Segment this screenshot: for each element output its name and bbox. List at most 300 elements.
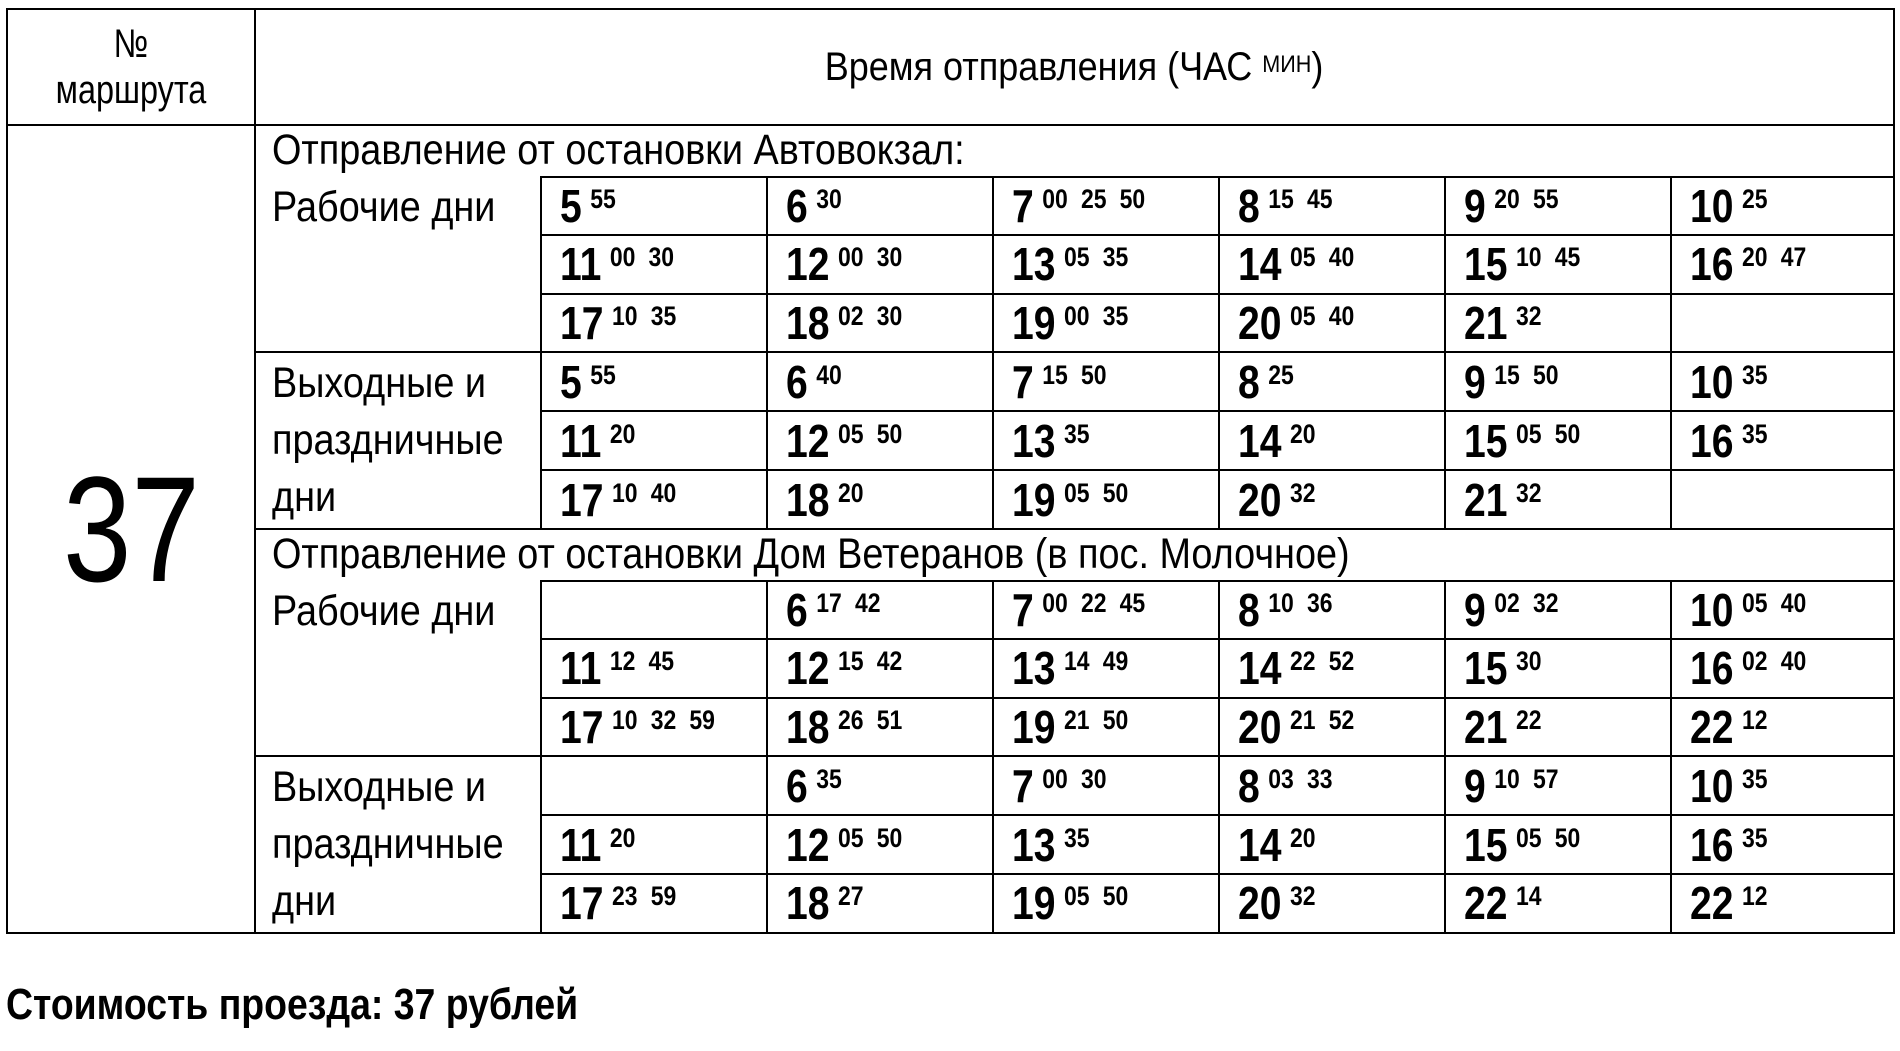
departure-time [560,702,715,752]
departure-time [1238,181,1332,231]
departure-minutes: 35 [1741,822,1768,853]
departure-time [560,643,674,693]
day-type-cell [255,581,541,757]
schedule-row [7,177,1894,236]
departure-minutes: 20 [1289,418,1316,449]
departure-hour: 8 [1238,759,1260,812]
departure-minutes: 23 59 [611,881,677,912]
departure-time-cell [1219,874,1445,933]
departure-time [786,643,902,693]
schedule-body [7,9,1894,933]
departure-time [1012,878,1128,928]
departure-time-cell [1671,815,1894,874]
departure-hour: 17 [560,473,604,526]
departure-hour: 16 [1690,238,1734,291]
departure-hour: 9 [1464,759,1486,812]
departure-minutes: 35 [1063,418,1090,449]
departure-minutes: 25 [1268,359,1294,390]
departure-hour: 22 [1464,877,1508,930]
departure-time [1238,820,1316,870]
departure-time-cell [1219,639,1445,698]
departure-time-cell [993,294,1219,353]
fare-text: Стоимость проезда: 37 рублей [6,980,579,1029]
departure-hour: 13 [1012,818,1056,871]
departure-minutes: 20 [609,418,636,449]
departure-minutes: 10 57 [1494,763,1559,794]
departure-time [1238,298,1354,348]
departure-minutes: 20 55 [1494,183,1559,214]
departure-time-cell [767,756,993,815]
departure-time-cell [1671,874,1894,933]
departure-hour: 14 [1238,818,1282,871]
day-type-cell [255,756,541,933]
departure-minutes: 10 35 [611,301,677,332]
departure-time [1238,878,1316,928]
departure-hour: 18 [786,700,830,753]
departure-hour: 12 [786,238,830,291]
departure-time-cell [1445,411,1671,470]
departure-time [786,820,902,870]
departure-time [1464,239,1580,289]
departure-time-cell [1671,177,1894,236]
departure-time-cell [1445,581,1671,640]
minutes-unit-label: МИН [1262,50,1312,78]
departure-minutes: 05 50 [837,822,903,853]
departure-minutes: 03 33 [1268,763,1333,794]
departure-time [1012,357,1106,407]
departure-hour: 16 [1690,414,1734,467]
departure-hour: 17 [560,700,604,753]
departure-minutes: 00 30 [837,242,903,273]
departure-minutes: 14 49 [1063,646,1129,677]
departure-hour: 12 [786,414,830,467]
departure-time-cell [1219,411,1445,470]
departure-minutes: 25 [1741,183,1768,214]
departure-hour: 15 [1464,642,1508,695]
departure-minutes: 00 35 [1063,301,1129,332]
departure-hour: 6 [786,759,808,812]
departure-time-header [255,9,1894,125]
departure-time [1012,585,1145,635]
departure-time-cell [767,411,993,470]
departure-time [1690,357,1768,407]
departure-time [1690,416,1768,466]
departure-time [1464,820,1580,870]
departure-minutes: 05 50 [1515,822,1581,853]
departure-time [786,702,902,752]
departure-hour: 11 [560,238,602,291]
day-type-label: Выходные и праздничные дни [272,359,504,522]
departure-time [1690,585,1806,635]
departure-time [560,761,569,811]
departure-time [1012,239,1128,289]
departure-time [1690,298,1699,348]
departure-time [1012,643,1128,693]
departure-time-cell [1445,177,1671,236]
departure-time-cell [1445,352,1671,411]
departure-hour: 13 [1012,414,1056,467]
departure-minutes: 22 [1515,704,1542,735]
departure-minutes: 17 42 [816,587,881,618]
departure-time [786,181,842,231]
departure-minutes: 15 45 [1268,183,1333,214]
departure-time-cell [993,177,1219,236]
departure-minutes: 00 30 [1042,763,1107,794]
departure-hour: 10 [1690,759,1734,812]
departure-time [1012,761,1106,811]
departure-hour: 7 [1012,759,1034,812]
departure-time-cell [541,470,767,529]
route-column-header [19,9,242,125]
departure-minutes: 05 40 [1289,242,1355,273]
departure-hour: 20 [1238,700,1282,753]
departure-time [560,585,569,635]
departure-hour: 9 [1464,355,1486,408]
departure-time-cell [1445,756,1671,815]
departure-time-cell [1671,698,1894,757]
departure-time-cell [541,698,767,757]
departure-time-cell [1671,639,1894,698]
route-number: 37 [62,444,200,613]
departure-minutes: 15 50 [1042,359,1107,390]
departure-hour: 10 [1690,355,1734,408]
departure-hour: 14 [1238,414,1282,467]
day-type-cell [255,177,541,353]
departure-hour: 11 [560,642,602,695]
departure-minutes: 55 [590,359,616,390]
departure-minutes: 32 [1289,477,1316,508]
route-header-label: маршрута [55,68,207,113]
day-type-label: Рабочие дни [272,586,496,635]
departure-time-cell [541,639,767,698]
departure-hour: 19 [1012,700,1056,753]
departure-time-cell [767,698,993,757]
departure-minutes: 10 36 [1268,587,1333,618]
departure-time-cell [767,581,993,640]
departure-time-cell [541,352,767,411]
departure-time-cell [993,581,1219,640]
departure-time [560,820,635,870]
departure-minutes: 05 50 [837,418,903,449]
departure-time-cell [1445,874,1671,933]
departure-minutes: 00 22 45 [1042,587,1146,618]
departure-minutes: 20 [837,477,864,508]
departure-time [1690,761,1768,811]
departure-minutes: 02 40 [1741,646,1807,677]
departure-time [560,416,635,466]
departure-time [786,416,902,466]
departure-time-cell [1219,756,1445,815]
departure-time-cell [1671,581,1894,640]
departure-time-cell [993,352,1219,411]
departure-time-cell [541,756,767,815]
departure-time-cell [1219,581,1445,640]
departure-hour: 11 [560,414,602,467]
departure-time [786,475,864,525]
departure-time-cell [1219,294,1445,353]
departure-time-cell [1445,639,1671,698]
schedule-table [6,8,1895,934]
departure-hour: 7 [1012,355,1034,408]
day-type-cell [255,352,541,529]
section-title-row [7,529,1894,581]
departure-hour: 13 [1012,238,1056,291]
departure-time [1690,181,1768,231]
departure-time [1464,702,1542,752]
departure-hour: 8 [1238,355,1260,408]
day-type-label: Рабочие дни [272,182,496,231]
departure-time-cell [993,411,1219,470]
departure-time [1464,357,1558,407]
departure-time [1690,702,1768,752]
departure-hour: 20 [1238,297,1282,350]
departure-time [1238,475,1316,525]
departure-time-cell [1671,352,1894,411]
departure-minutes: 35 [1741,763,1768,794]
departure-hour: 5 [560,179,582,232]
departure-time [1012,475,1128,525]
departure-time [786,585,880,635]
departure-time-cell [541,235,767,294]
departure-time-cell [1671,294,1894,353]
departure-minutes: 32 [1515,477,1542,508]
departure-time-cell [1671,235,1894,294]
departure-minutes: 15 42 [837,646,903,677]
departure-minutes: 20 47 [1741,242,1807,273]
departure-minutes: 32 [1289,881,1316,912]
departure-time [1012,181,1145,231]
departure-time-cell [1671,470,1894,529]
departure-hour: 19 [1012,297,1056,350]
departure-time [1464,416,1580,466]
departure-time [1238,643,1354,693]
departure-time [1690,239,1806,289]
departure-minutes: 00 25 50 [1042,183,1146,214]
departure-time-cell [767,470,993,529]
schedule-row [7,756,1894,815]
departure-time-cell [541,177,767,236]
route-header-symbol: № [113,22,149,67]
departure-hour: 7 [1012,583,1034,636]
departure-time [1690,475,1699,525]
departure-hour: 9 [1464,583,1486,636]
departure-hour: 22 [1690,877,1734,930]
header-row [7,9,1894,125]
departure-time-cell [767,639,993,698]
schedule-row [7,581,1894,640]
departure-hour: 18 [786,877,830,930]
departure-minutes: 30 [1515,646,1542,677]
departure-time [786,357,842,407]
departure-time-cell [993,470,1219,529]
departure-minutes: 12 45 [609,646,675,677]
departure-minutes: 15 50 [1494,359,1559,390]
departure-time-cell [541,411,767,470]
departure-time-cell [541,815,767,874]
departure-time-cell [767,235,993,294]
departure-time [1012,298,1128,348]
departure-time [560,239,674,289]
departure-hour: 10 [1690,583,1734,636]
departure-minutes: 21 52 [1289,704,1355,735]
departure-hour: 18 [786,297,830,350]
departure-hour: 5 [560,355,582,408]
departure-time [1690,643,1806,693]
departure-hour: 16 [1690,642,1734,695]
departure-minutes: 35 [1741,359,1768,390]
departure-time-cell [1445,815,1671,874]
section-title: Отправление от остановки Дом Ветеранов (в пос. Молочное) [272,530,1350,579]
departure-time [1012,416,1090,466]
departure-hour: 7 [1012,179,1034,232]
departure-time-cell [993,639,1219,698]
departure-time-cell [993,756,1219,815]
departure-time-cell [1445,235,1671,294]
departure-minutes: 05 50 [1063,881,1129,912]
departure-time [1464,761,1558,811]
departure-time-cell [1445,698,1671,757]
departure-time-cell [541,874,767,933]
departure-minutes: 10 32 59 [611,704,715,735]
departure-hour: 16 [1690,818,1734,871]
departure-time-label-close: ) [1311,44,1324,89]
departure-time [1464,643,1542,693]
departure-time-cell [1671,756,1894,815]
departure-hour: 21 [1464,297,1508,350]
departure-minutes: 20 [1289,822,1316,853]
departure-hour: 22 [1690,700,1734,753]
departure-time [1464,475,1542,525]
departure-hour: 12 [786,642,830,695]
departure-time [1238,585,1332,635]
departure-hour: 6 [786,583,808,636]
departure-time-cell [767,874,993,933]
departure-minutes: 21 50 [1063,704,1129,735]
departure-hour: 18 [786,473,830,526]
departure-time [560,357,616,407]
departure-minutes: 22 52 [1289,646,1355,677]
departure-hour: 15 [1464,414,1508,467]
departure-minutes: 05 50 [1515,418,1581,449]
departure-minutes: 02 30 [837,301,903,332]
departure-time [786,761,842,811]
departure-hour: 14 [1238,238,1282,291]
departure-time-cell [1219,235,1445,294]
section-title-cell [255,125,1894,177]
departure-minutes: 12 [1741,704,1768,735]
departure-hour: 20 [1238,473,1282,526]
departure-time [1690,820,1768,870]
departure-minutes: 10 40 [611,477,677,508]
departure-time [560,181,616,231]
departure-hour: 17 [560,297,604,350]
departure-time-cell [1445,294,1671,353]
departure-hour: 19 [1012,877,1056,930]
departure-time-cell [767,177,993,236]
departure-hour: 9 [1464,179,1486,232]
departure-time [1464,585,1558,635]
departure-time-cell [993,874,1219,933]
departure-time-cell [767,352,993,411]
departure-minutes: 35 [1741,418,1768,449]
departure-minutes: 10 45 [1515,242,1581,273]
departure-time-cell [767,815,993,874]
departure-hour: 6 [786,179,808,232]
departure-hour: 14 [1238,642,1282,695]
departure-time-cell [1219,470,1445,529]
departure-time [1238,702,1354,752]
departure-time [1238,357,1294,407]
departure-time-cell [1219,352,1445,411]
departure-minutes: 26 51 [837,704,903,735]
departure-time-cell [1219,815,1445,874]
departure-time-cell [1219,698,1445,757]
departure-minutes: 14 [1515,881,1542,912]
departure-time [1464,298,1542,348]
departure-hour: 21 [1464,700,1508,753]
departure-hour: 21 [1464,473,1508,526]
departure-hour: 6 [786,355,808,408]
departure-time-cell [993,815,1219,874]
departure-minutes: 05 50 [1063,477,1129,508]
departure-time-cell [1445,470,1671,529]
departure-time [1238,239,1354,289]
departure-time-cell [1219,177,1445,236]
departure-minutes: 05 40 [1289,301,1355,332]
departure-minutes: 35 [816,763,842,794]
departure-time [786,239,902,289]
departure-minutes: 27 [837,881,864,912]
departure-time [1012,820,1090,870]
departure-minutes: 30 [816,183,842,214]
departure-time [560,298,676,348]
departure-time [786,298,902,348]
departure-time-cell [1671,411,1894,470]
departure-minutes: 05 35 [1063,242,1129,273]
section-title-cell [255,529,1894,581]
departure-hour: 13 [1012,642,1056,695]
departure-minutes: 05 40 [1741,587,1807,618]
departure-time [1012,702,1128,752]
departure-time-cell [541,581,767,640]
departure-time-cell [993,698,1219,757]
route-number-cell [7,125,255,933]
departure-hour: 10 [1690,179,1734,232]
departure-time [786,878,864,928]
day-type-label: Выходные и праздничные дни [272,763,504,926]
departure-time [560,475,676,525]
departure-minutes: 02 32 [1494,587,1559,618]
departure-minutes: 55 [590,183,616,214]
departure-time [1464,878,1542,928]
departure-minutes: 00 30 [609,242,675,273]
departure-time-cell [541,294,767,353]
departure-hour: 17 [560,877,604,930]
departure-time-cell [993,235,1219,294]
departure-minutes: 40 [816,359,842,390]
departure-hour: 11 [560,818,602,871]
departure-minutes: 32 [1515,301,1542,332]
departure-time-label: Время отправления (ЧАС [825,44,1253,89]
schedule-row [7,352,1894,411]
section-title-row [7,125,1894,177]
departure-time [1238,416,1316,466]
departure-time [1690,878,1768,928]
departure-hour: 15 [1464,818,1508,871]
departure-hour: 8 [1238,179,1260,232]
departure-hour: 19 [1012,473,1056,526]
departure-minutes: 35 [1063,822,1090,853]
